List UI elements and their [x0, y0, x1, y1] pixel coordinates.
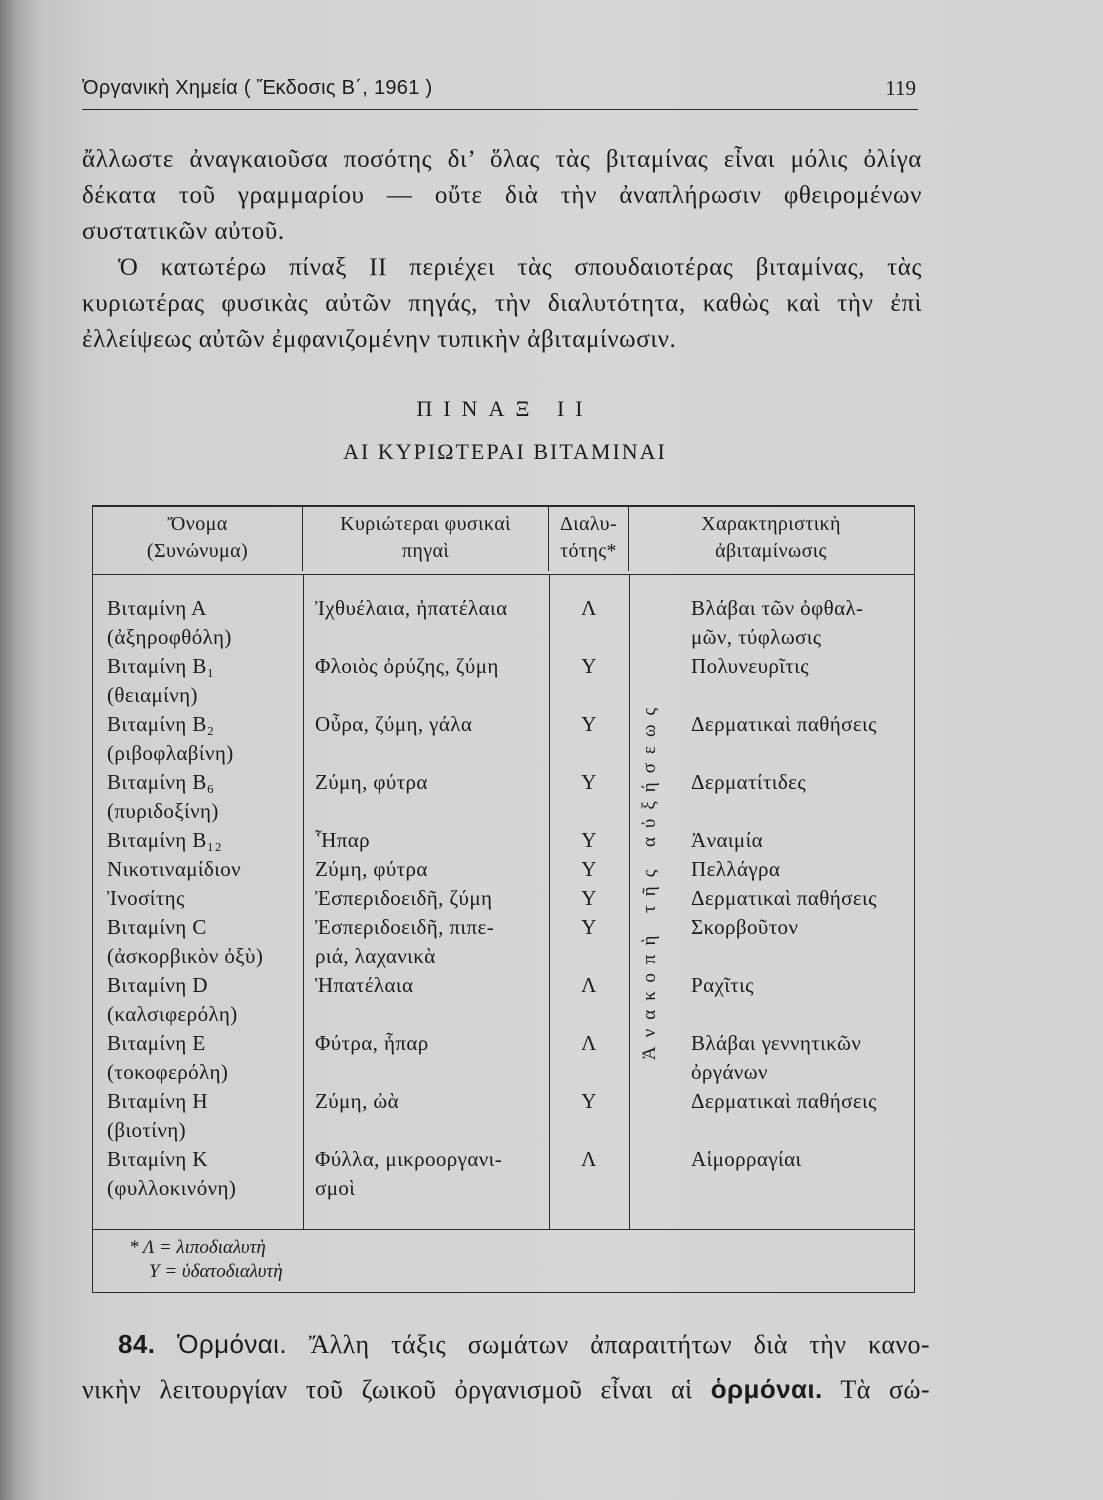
vitamin-name: Βιταμίνη Β₆: [107, 770, 215, 794]
natural-sources-cell: [303, 652, 549, 710]
vitamin-synonym: (τοκοφερόλη): [107, 1060, 229, 1084]
solubility-value: Λ: [581, 1031, 597, 1055]
solubility-value: Λ: [581, 596, 597, 620]
avitaminosis-cell: [629, 884, 913, 913]
source-line: Ζύμη, φύτρα: [315, 857, 428, 881]
avitaminosis-cell: [629, 1087, 913, 1145]
intro-line: [82, 142, 922, 178]
vitamin-name-cell: [93, 913, 303, 971]
solubility-cell: [549, 1087, 629, 1145]
table-row: [93, 1029, 914, 1087]
section-text: νικὴν λειτουργίαν τοῦ ζωικοῦ ὀργανισμοῦ εἶναι αἱ: [82, 1375, 693, 1404]
avitaminosis-cell: [629, 768, 913, 826]
avitaminosis-line: Δερματικαὶ παθήσεις: [691, 712, 877, 736]
avitaminosis-cell: [629, 652, 913, 710]
solubility-cell: [549, 652, 629, 710]
source-line: σμοὶ: [315, 1176, 356, 1200]
avitaminosis-cell: [629, 826, 913, 855]
vitamin-synonym: (καλσιφερόλη): [107, 1002, 238, 1026]
natural-sources-cell: [303, 913, 549, 971]
table-row: [93, 594, 914, 652]
intro-line: [82, 214, 922, 250]
solubility-cell: [549, 884, 629, 913]
solubility-value: Υ: [581, 915, 597, 939]
avitaminosis-cell: [629, 594, 913, 652]
avitaminosis-cell: [629, 1145, 913, 1203]
avitaminosis-line: Βλάβαι γεννητικῶν: [691, 1031, 862, 1055]
intro-line: [82, 250, 922, 286]
avitaminosis-line: Ραχῖτις: [691, 973, 754, 997]
natural-sources-cell: [303, 884, 549, 913]
table-row: [93, 710, 914, 768]
vitamin-synonym: (φυλλοκινόνη): [107, 1176, 237, 1200]
solubility-cell: [549, 710, 629, 768]
table-row: [93, 913, 914, 971]
natural-sources-cell: [303, 1145, 549, 1203]
section-number: 84.: [118, 1329, 156, 1359]
vitamin-name-cell: [93, 768, 303, 826]
avitaminosis-cell: [629, 855, 913, 884]
source-line: Ἰχθυέλαια, ἠπατέλαια: [315, 596, 508, 620]
solubility-cell: [549, 913, 629, 971]
vitamin-name-cell: [93, 1145, 303, 1203]
intro-line-text: ἐλλείψεως αὐτῶν ἐμφανιζομένην τυπικὴν ἀβιταμίνωσιν.: [82, 326, 677, 353]
solubility-cell: [549, 826, 629, 855]
header-name-line: (Συνώνυμα): [146, 540, 249, 562]
avitaminosis-line: Δερματικαὶ παθήσεις: [691, 886, 877, 910]
vitamin-name-cell: [93, 884, 303, 913]
section-title: Ὁρμόναι.: [177, 1329, 287, 1359]
vitamin-name: Νικοτιναμίδιον: [107, 857, 242, 881]
section-84-paragraph: [82, 1322, 930, 1412]
solubility-cell: [549, 971, 629, 1029]
source-line: Ἐσπεριδοειδῆ, ζύμη: [315, 886, 493, 910]
header-avitaminosis-line: ἀβιταμίνωσις: [715, 540, 827, 562]
source-line: Φλοιὸς ὀρύζης, ζύμη: [315, 654, 499, 678]
avitaminosis-line: Βλάβαι τῶν ὀφθαλ-: [691, 596, 864, 620]
header-avitaminosis-line: Χαρακτηριστικὴ: [701, 513, 841, 535]
intro-line-text: κυριωτέρας φυσικὰς αὐτῶν πηγάς, τὴν διαλυτότητα, καθὼς καὶ τὴν ἐπὶ: [82, 290, 922, 317]
section-line-text: [82, 1367, 930, 1412]
source-line: Ἡπατέλαια: [315, 973, 414, 997]
solubility-cell: [549, 855, 629, 884]
header-avitaminosis: [629, 507, 913, 571]
vitamins-table: [92, 505, 915, 1293]
avitaminosis-line: Αἱμορραγίαι: [691, 1147, 802, 1171]
table-row: [93, 826, 914, 855]
running-head-title: Ὀργανικὴ Χημεία ( Ἔκδοσις Β΄, 1961 ): [82, 77, 433, 99]
intro-line-text: Ὁ κατωτέρω πίναξ ΙΙ περιέχει τὰς σπουδαιοτέρας βιταμίνας, τὰς: [118, 254, 922, 281]
vitamin-name-cell: [93, 826, 303, 855]
avitaminosis-line: Ἀναιμία: [691, 828, 764, 852]
table-label: ΠΙΝΑΞ ΙΙ: [416, 396, 594, 421]
source-line: Ζύμη, φύτρα: [315, 770, 428, 794]
solubility-value: Υ: [581, 712, 597, 736]
natural-sources-cell: [303, 768, 549, 826]
natural-sources-cell: [303, 826, 549, 855]
vitamin-name: Βιταμίνη C: [107, 915, 207, 939]
table-row: [93, 971, 914, 1029]
natural-sources-cell: [303, 1087, 549, 1145]
page-number: 119: [885, 76, 916, 100]
avitaminosis-line: Πολυνευρῖτις: [691, 654, 809, 678]
natural-sources-cell: [303, 1029, 549, 1087]
solubility-value: Υ: [581, 828, 597, 852]
intro-line: [82, 322, 922, 358]
vitamin-name: Βιταμίνη D: [107, 973, 208, 997]
source-line: Φύτρα, ἧπαρ: [315, 1031, 429, 1055]
solubility-value: Υ: [581, 654, 597, 678]
section-line: [82, 1322, 930, 1367]
vitamin-name-cell: [93, 1029, 303, 1087]
solubility-cell: [549, 594, 629, 652]
running-head: [82, 72, 918, 110]
vitamin-name-cell: [93, 594, 303, 652]
table-header-row: [93, 507, 914, 575]
vitamin-synonym: (ἀσκορβικὸν ὀξὺ): [107, 944, 264, 968]
solubility-cell: [549, 1029, 629, 1087]
intro-line: [82, 178, 922, 214]
header-solubility-line: τότης*: [560, 540, 617, 562]
avitaminosis-cell: [629, 1029, 913, 1087]
vitamin-name-cell: [93, 971, 303, 1029]
vitamin-name-cell: [93, 710, 303, 768]
header-solubility-line: Διαλυ-: [559, 513, 618, 535]
solubility-value: Υ: [581, 857, 597, 881]
solubility-value: Υ: [581, 770, 597, 794]
intro-line-text: συστατικῶν αὐτοῦ.: [82, 218, 285, 245]
vitamin-synonym: (ἀξηροφθόλη): [107, 625, 232, 649]
avitaminosis-cell: [629, 971, 913, 1029]
vitamin-name: Ἰνοσίτης: [107, 886, 185, 910]
intro-line-text: δέκατα τοῦ γραμμαρίου — οὔτε διὰ τὴν ἀναπλήρωσιν φθειρομένων: [82, 182, 922, 209]
intro-paragraph: [82, 142, 922, 358]
section-text: Ἄλλη τάξις σωμάτων ἀπαραιτήτων διὰ τὴν κανο-: [308, 1330, 930, 1359]
table-row: [93, 884, 914, 913]
intro-line-text: ἄλλωστε ἀναγκαιοῦσα ποσότης δι’ ὅλας τὰς βιταμίνας εἶναι μόλις ὀλίγα: [82, 146, 922, 173]
source-line: Ἐσπεριδοειδῆ, πιπε-: [315, 915, 495, 939]
vitamin-synonym: (ριβοφλαβίνη): [107, 741, 234, 765]
vitamin-name: Βιταμίνη Β₂: [107, 712, 215, 736]
section-line: [82, 1367, 930, 1412]
table-row: [93, 652, 914, 710]
header-name-line: Ὄνομα: [167, 513, 228, 535]
section-text: Τὰ σώ-: [840, 1375, 930, 1404]
source-line: Φύλλα, μικροοργανι-: [315, 1147, 503, 1171]
source-line: ριά, λαχανικὰ: [315, 944, 436, 968]
vitamin-name: Βιταμίνη Κ: [107, 1147, 208, 1171]
table-subtitle: ΑΙ ΚΥΡΙΩΤΕΡΑΙ ΒΙΤΑΜΙΝΑΙ: [343, 439, 667, 464]
growth-arrest-note: Ἀνακοπὴ τῆς αὐξήσεως: [639, 699, 660, 1061]
table-row: [93, 1145, 914, 1203]
footnote-line: * Λ = λιποδιαλυτὴ: [129, 1237, 266, 1258]
avitaminosis-line: Δερματικαὶ παθήσεις: [691, 1089, 877, 1113]
source-line: Ἧπαρ: [315, 828, 371, 852]
avitaminosis-line: ὀργάνων: [691, 1060, 768, 1084]
table-row: [93, 768, 914, 826]
table-rows: [93, 594, 914, 1203]
avitaminosis-line: Σκορβοῦτον: [691, 915, 799, 939]
table-row: [93, 1087, 914, 1145]
table-footnote: [93, 1229, 914, 1292]
header-sources-line: πηγαὶ: [401, 540, 450, 562]
source-line: Οὖρα, ζύμη, γάλα: [315, 712, 473, 736]
section-keyword: ὁρμόναι.: [710, 1374, 823, 1404]
header-sources: [303, 507, 549, 571]
solubility-value: Υ: [581, 886, 597, 910]
avitaminosis-cell: [629, 710, 913, 768]
source-line: Ζύμη, ὠὰ: [315, 1089, 399, 1113]
solubility-cell: [549, 1145, 629, 1203]
section-line-text: [118, 1322, 930, 1367]
vitamin-synonym: (βιοτίνη): [107, 1118, 186, 1142]
table-body: [93, 575, 914, 1229]
solubility-cell: [549, 768, 629, 826]
natural-sources-cell: [303, 710, 549, 768]
avitaminosis-line: Πελλάγρα: [691, 857, 781, 881]
vitamin-name-cell: [93, 1087, 303, 1145]
vitamin-name: Βιταμίνη Β₁₂: [107, 828, 223, 852]
avitaminosis-line: μῶν, τύφλωσις: [691, 625, 822, 649]
vitamin-name: Βιταμίνη Η: [107, 1089, 208, 1113]
avitaminosis-line: Δερματίτιδες: [691, 770, 807, 794]
footnote-line: Υ = ὑδατοδιαλυτὴ: [149, 1261, 283, 1282]
table-row: [93, 855, 914, 884]
header-solubility: [549, 507, 629, 571]
vitamin-name: Βιταμίνη Α: [107, 596, 207, 620]
vitamin-synonym: (θειαμίνη): [107, 683, 198, 707]
natural-sources-cell: [303, 971, 549, 1029]
solubility-value: Λ: [581, 1147, 597, 1171]
natural-sources-cell: [303, 855, 549, 884]
natural-sources-cell: [303, 594, 549, 652]
header-name: [93, 507, 303, 571]
solubility-value: Υ: [581, 1089, 597, 1113]
vitamin-name: Βιταμίνη Ε: [107, 1031, 206, 1055]
vitamin-synonym: (πυριδοξίνη): [107, 799, 219, 823]
vitamin-name-cell: [93, 652, 303, 710]
header-sources-line: Κυριώτεραι φυσικαὶ: [340, 513, 511, 535]
vitamin-name: Βιταμίνη Β₁: [107, 654, 215, 678]
avitaminosis-cell: [629, 913, 913, 971]
solubility-value: Λ: [581, 973, 597, 997]
vitamin-name-cell: [93, 855, 303, 884]
intro-line: [82, 286, 922, 322]
